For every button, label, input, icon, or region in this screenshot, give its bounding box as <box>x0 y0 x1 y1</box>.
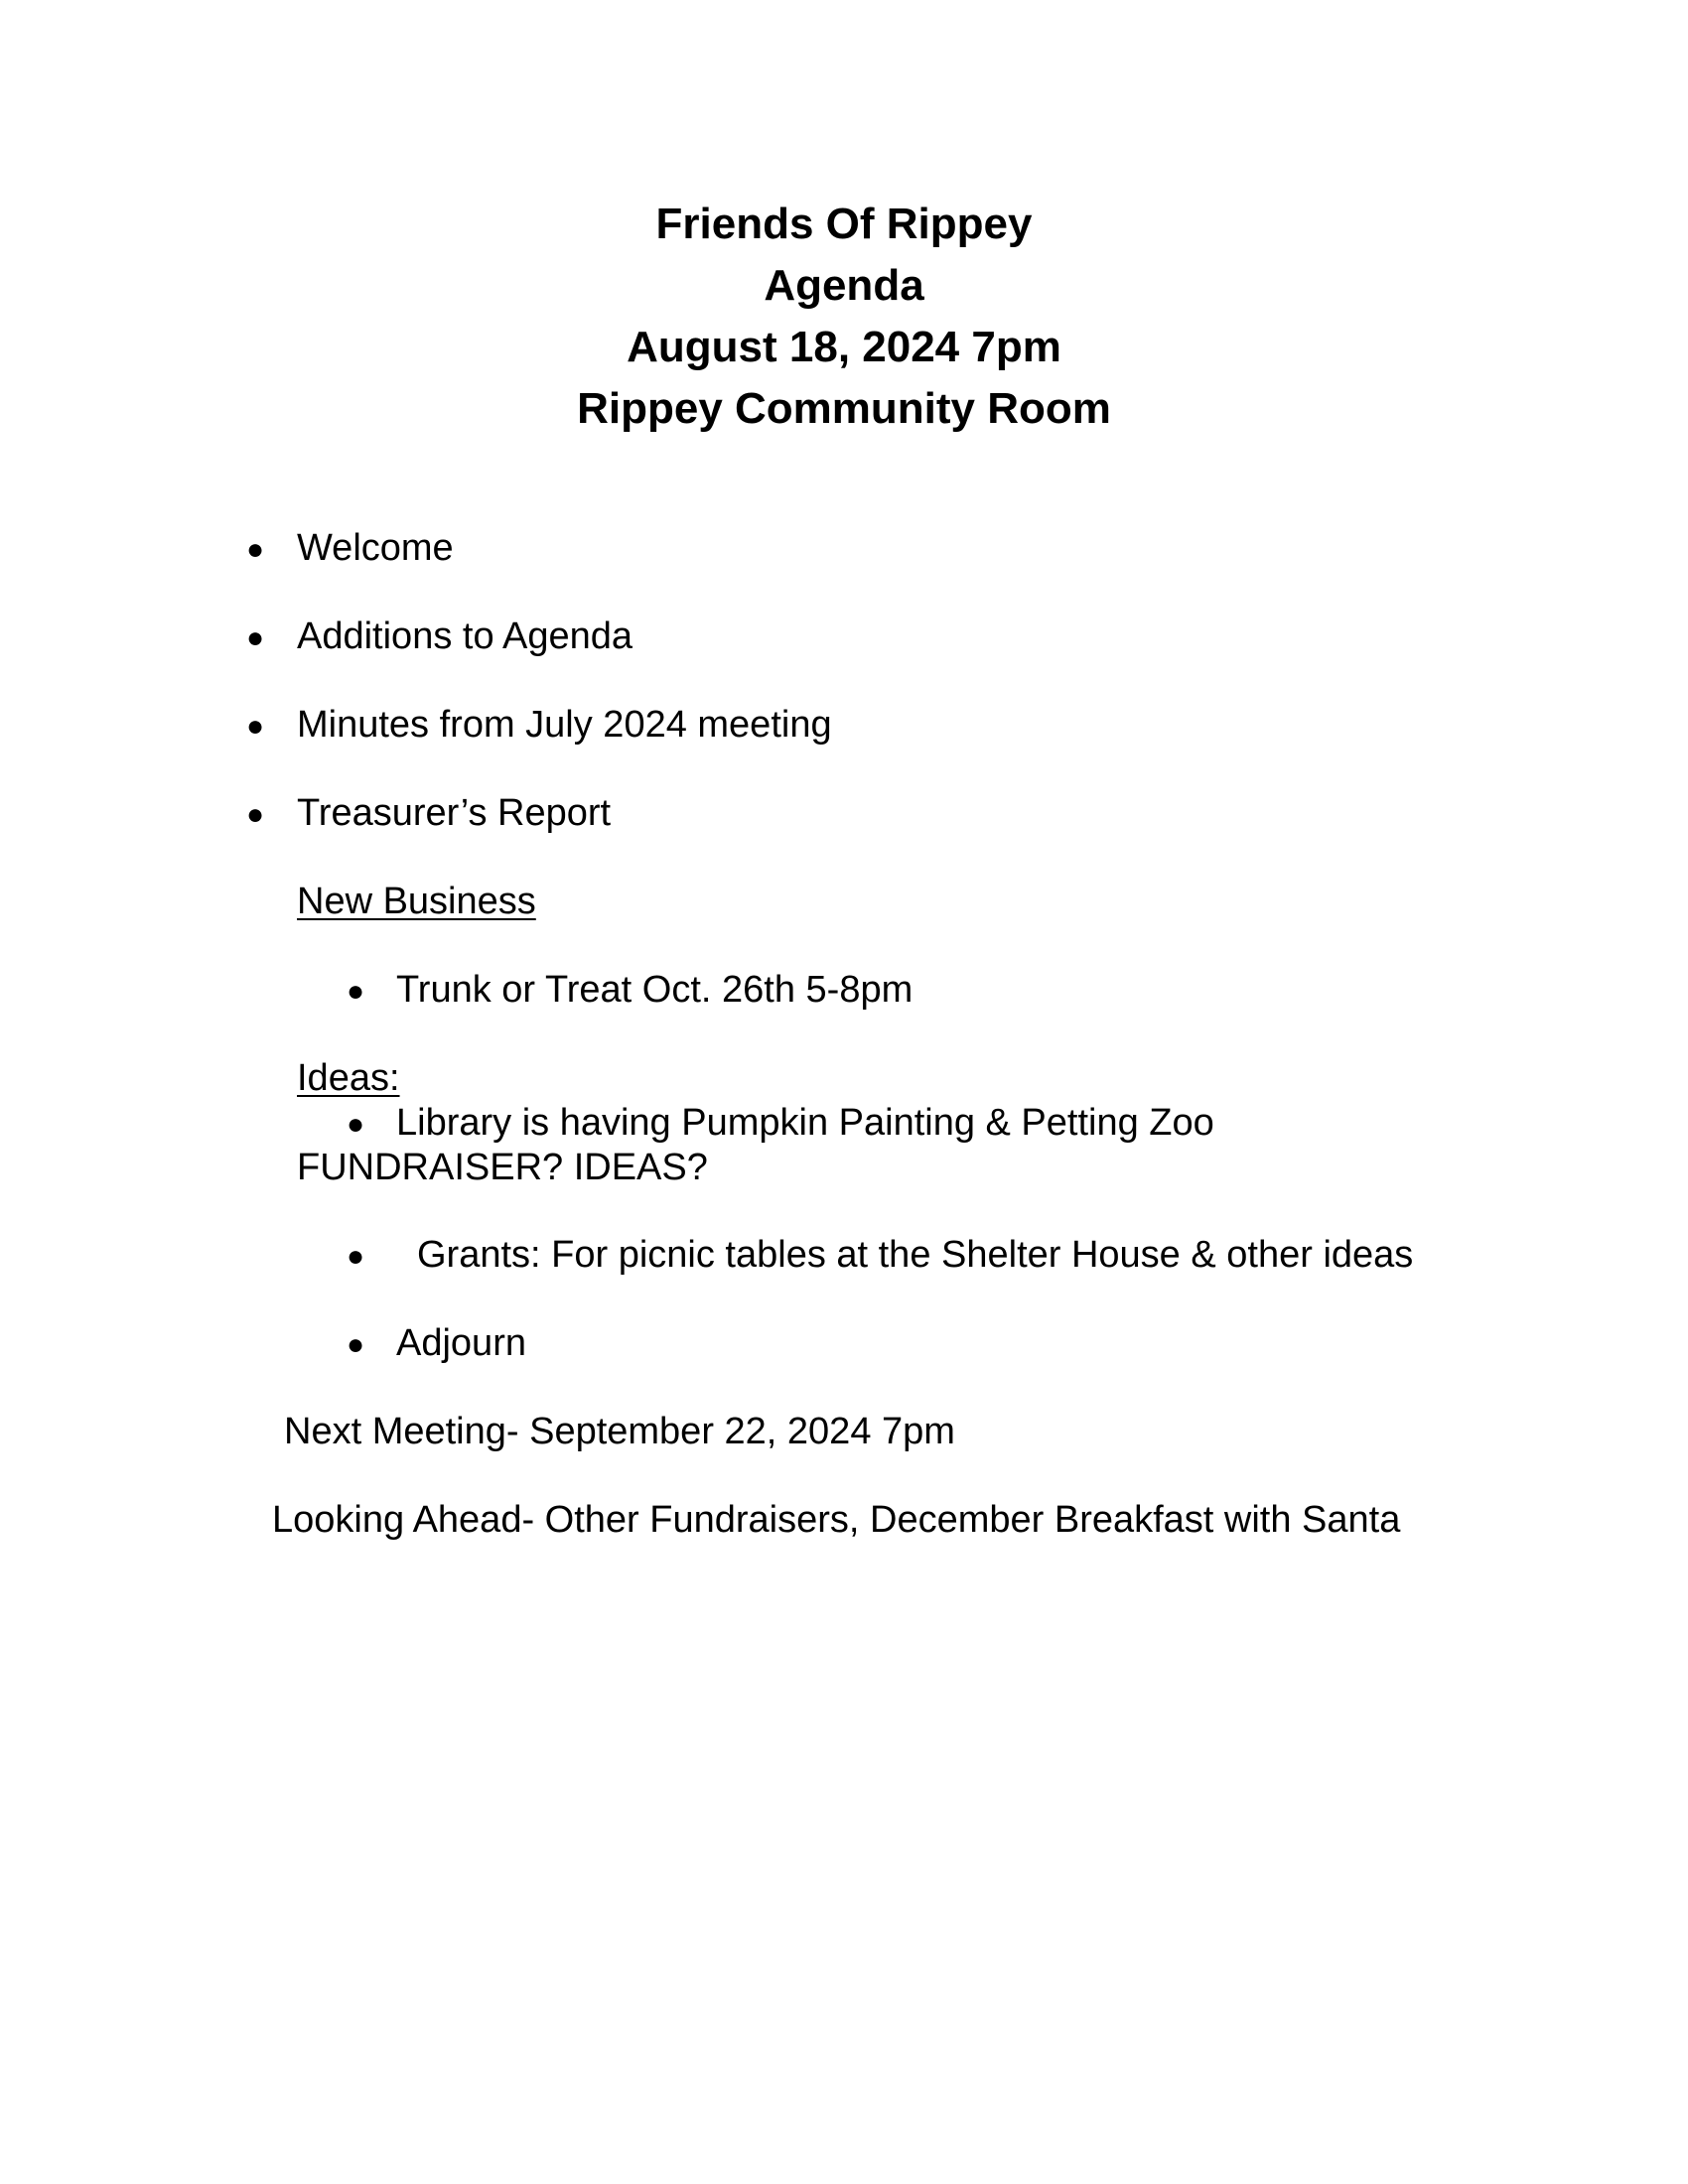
meeting-location: Rippey Community Room <box>577 384 1111 433</box>
looking-ahead: Looking Ahead- Other Fundraisers, December Breakfast with Santa <box>272 1499 1401 1541</box>
meeting-date: August 18, 2024 7pm <box>627 323 1061 371</box>
idea-fundraiser: FUNDRAISER? IDEAS? <box>297 1147 708 1188</box>
agenda-header <box>0 194 1688 440</box>
bullet-icon: ● <box>347 1328 365 1361</box>
bullet-icon: ● <box>246 533 265 566</box>
next-meeting: Next Meeting- September 22, 2024 7pm <box>284 1411 955 1452</box>
idea-library: Library is having Pumpkin Painting & Petting Zoo <box>396 1102 1214 1144</box>
agenda-item-minutes: Minutes from July 2024 meeting <box>297 704 832 746</box>
ideas-heading: Ideas: <box>297 1057 400 1099</box>
agenda-item-welcome: Welcome <box>297 527 454 569</box>
bullet-icon: ● <box>347 975 365 1008</box>
bullet-icon: ● <box>246 798 265 831</box>
bullet-icon: ● <box>246 621 265 654</box>
new-business-heading: New Business <box>297 881 536 922</box>
bullet-icon: ● <box>347 1240 365 1273</box>
agenda-item-adjourn: Adjourn <box>396 1322 526 1364</box>
idea-grants: Grants: For picnic tables at the Shelter House & other ideas <box>417 1234 1414 1276</box>
agenda-item-trunk-or-treat: Trunk or Treat Oct. 26th 5-8pm <box>396 969 914 1011</box>
document-title: Agenda <box>764 261 924 310</box>
bullet-icon: ● <box>347 1108 365 1141</box>
agenda-item-additions: Additions to Agenda <box>297 615 633 657</box>
bullet-icon: ● <box>246 710 265 743</box>
agenda-item-treasurer: Treasurer’s Report <box>297 792 612 834</box>
organization-title: Friends Of Rippey <box>655 200 1033 248</box>
